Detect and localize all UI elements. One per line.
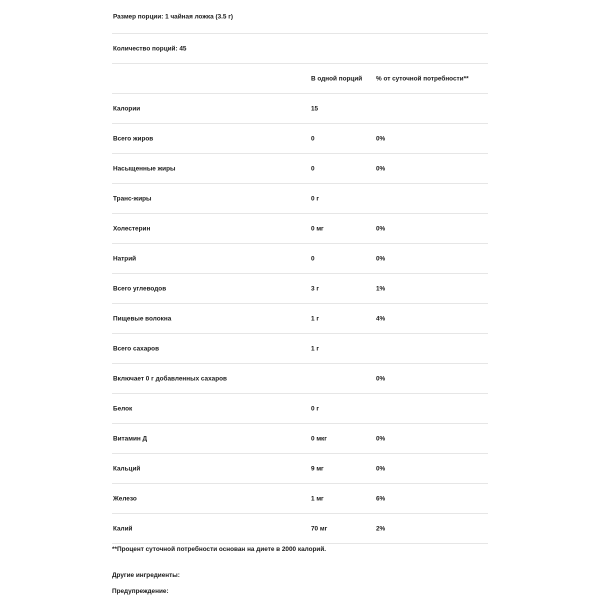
table-row (112, 424, 488, 454)
nutrient-name: Натрий (113, 255, 137, 262)
nutrient-name: Кальций (113, 465, 141, 472)
nutrient-amount: 0 г (311, 405, 319, 412)
table-row (112, 364, 488, 394)
nutrient-amount: 0 (311, 255, 315, 262)
nutrient-daily-value: 0% (376, 375, 386, 382)
nutrient-amount: 9 мг (311, 465, 324, 472)
nutrient-daily-value: 2% (376, 525, 386, 532)
nutrient-name: Насыщенные жиры (113, 165, 176, 172)
nutrient-name: Калий (113, 525, 133, 532)
nutrient-daily-value: 0% (376, 255, 386, 262)
table-row (112, 154, 488, 184)
nutrient-daily-value: 0% (376, 135, 386, 142)
table-row (112, 184, 488, 214)
table-row (112, 274, 488, 304)
nutrient-name: Транс-жиры (113, 195, 152, 202)
table-row (112, 484, 488, 514)
nutrient-amount: 0 мг (311, 225, 324, 232)
nutrient-daily-value: 0% (376, 165, 386, 172)
nutrient-amount: 70 мг (311, 525, 328, 532)
other-ingredients-label: Другие ингредиенты: (112, 572, 180, 579)
table-row (112, 454, 488, 484)
nutrient-name: Холестерин (113, 225, 151, 232)
serving-size-row (112, 0, 488, 34)
nutrient-amount: 3 г (311, 285, 319, 292)
nutrient-daily-value: 6% (376, 495, 386, 502)
table-row (112, 334, 488, 364)
nutrient-name: Железо (113, 495, 137, 502)
table-header-row (112, 64, 488, 94)
nutrient-name: Всего жиров (113, 135, 154, 142)
nutrient-name: Белок (113, 405, 133, 412)
table-row (112, 214, 488, 244)
nutrient-rows (112, 94, 488, 544)
nutrient-daily-value: 4% (376, 315, 386, 322)
servings-count: Количество порций: 45 (113, 45, 187, 52)
nutrient-amount: 0 мкг (311, 435, 327, 442)
table-row (112, 304, 488, 334)
table-row (112, 244, 488, 274)
serving-size: Размер порции: 1 чайная ложка (3.5 г) (113, 13, 234, 20)
nutrition-facts-table (112, 0, 488, 544)
daily-value-header: % от суточной потребности** (376, 75, 469, 82)
nutrient-name: Витамин Д (113, 435, 148, 442)
warning-label: Предупреждение: (112, 588, 169, 595)
table-row (112, 514, 488, 544)
table-row (112, 94, 488, 124)
nutrient-daily-value: 0% (376, 465, 386, 472)
per-serving-header: В одной порций (311, 75, 363, 82)
table-row (112, 124, 488, 154)
nutrient-amount: 0 (311, 135, 315, 142)
servings-count-row (112, 34, 488, 64)
nutrient-amount: 1 мг (311, 495, 324, 502)
nutrient-daily-value: 1% (376, 285, 386, 292)
nutrient-amount: 1 г (311, 345, 319, 352)
nutrient-daily-value: 0% (376, 435, 386, 442)
nutrient-amount: 0 г (311, 195, 319, 202)
nutrient-amount: 0 (311, 165, 315, 172)
nutrient-name: Калории (113, 105, 141, 112)
nutrient-name: Всего сахаров (113, 345, 160, 352)
table-row (112, 394, 488, 424)
nutrient-amount: 1 г (311, 315, 319, 322)
nutrient-amount: 15 (311, 105, 319, 112)
nutrient-name: Всего углеводов (113, 285, 167, 292)
nutrient-daily-value: 0% (376, 225, 386, 232)
nutrient-name: Включает 0 г добавленных сахаров (113, 375, 227, 382)
nutrient-name: Пищевые волокна (113, 315, 172, 322)
daily-value-footnote: **Процент суточной потребности основан на диете в 2000 калорий. (112, 546, 327, 553)
